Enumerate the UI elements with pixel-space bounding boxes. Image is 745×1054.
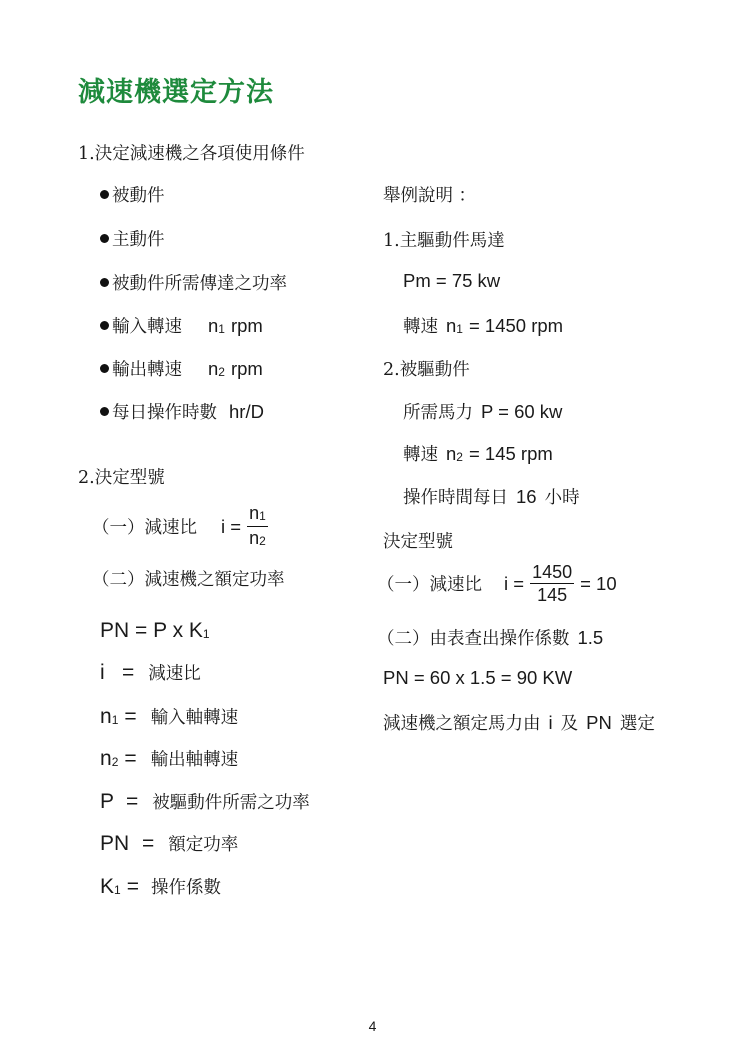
def-symbol: P xyxy=(100,789,115,813)
section-2-text: 2.決定型號 xyxy=(78,468,165,488)
rated-power-heading xyxy=(92,566,285,591)
bullet-text: 主動件 xyxy=(112,230,165,250)
bullet-text: 輸入轉速 xyxy=(112,317,182,337)
page-title: 減速機選定方法 xyxy=(78,77,274,108)
conclusion xyxy=(383,710,655,735)
motor-power xyxy=(403,270,500,292)
def-equals: = xyxy=(122,660,135,684)
def-description: 減速比 xyxy=(148,664,201,684)
driven-heading xyxy=(383,356,470,381)
drive-title: 1.主驅動件馬達 xyxy=(383,231,505,251)
rated-power-label: （二）減速機之額定功率 xyxy=(92,570,285,590)
def-subscript: 1 xyxy=(114,882,121,897)
example-ratio-fraction xyxy=(530,562,574,605)
definition-row xyxy=(100,874,221,899)
motor-power-value: Pm = 75 kw xyxy=(403,270,501,291)
section-1-text: 1.決定減速機之各項使用條件 xyxy=(78,144,305,164)
factor-value: 1.5 xyxy=(577,626,604,648)
input-speed xyxy=(403,313,563,338)
required-power xyxy=(403,399,562,424)
def-description: 被驅動件所需之功率 xyxy=(152,793,310,813)
def-symbol: K xyxy=(100,874,115,898)
def-description: 額定功率 xyxy=(168,835,239,855)
numerator-var: n xyxy=(249,503,260,523)
bullet-dot-icon xyxy=(100,278,109,287)
definition-row xyxy=(100,704,238,729)
speed2-sub: 2 xyxy=(456,449,463,464)
speed-sub: 1 xyxy=(456,321,463,336)
bullet-dot-icon xyxy=(100,364,109,373)
bullet-dot-icon xyxy=(100,321,109,330)
def-equals: = xyxy=(142,831,155,855)
def-description: 輸入軸轉速 xyxy=(150,708,239,728)
decide-model-heading xyxy=(383,528,453,553)
ratio-formula xyxy=(92,503,268,550)
bullet-item xyxy=(100,226,165,251)
def-symbol: PN xyxy=(100,831,130,855)
hours-unit: 小時 xyxy=(544,488,580,508)
drive-heading xyxy=(383,227,505,252)
var-subscript: 1 xyxy=(218,321,225,336)
speed2-var: n xyxy=(446,442,457,464)
example-ratio-label: （一）減速比 xyxy=(377,575,482,595)
bullet-text: 被動件 xyxy=(112,186,165,206)
bullet-item xyxy=(100,356,263,381)
ratio-label: （一）減速比 xyxy=(92,518,197,538)
operating-hours xyxy=(403,484,580,509)
power-value: P = 60 kw xyxy=(481,400,563,422)
def-description: 操作係數 xyxy=(150,878,221,898)
numerator-sub: 1 xyxy=(259,509,266,523)
def-symbol: i xyxy=(100,660,105,684)
definition-row xyxy=(100,831,238,856)
speed-value: = 1450 rpm xyxy=(468,314,564,336)
bullet-item xyxy=(100,399,264,424)
bullet-text: 輸出轉速 xyxy=(112,360,182,380)
speed2-value: = 145 rpm xyxy=(468,442,553,464)
hours-value: 16 xyxy=(516,485,537,507)
unit-text: rpm xyxy=(230,357,263,379)
ratio-fraction xyxy=(247,503,268,550)
pn-calculation-text: PN = 60 x 1.5 = 90 KW xyxy=(383,667,573,688)
example-numerator: 1450 xyxy=(532,562,573,582)
example-denominator: 145 xyxy=(537,585,568,605)
var-subscript: 2 xyxy=(218,364,225,379)
ratio-lhs: i = xyxy=(221,515,242,537)
speed-label: 轉速 xyxy=(403,317,438,337)
pn-formula xyxy=(100,619,216,643)
definition-row xyxy=(100,789,310,814)
def-symbol: n xyxy=(100,746,112,770)
driven-title: 2.被驅動件 xyxy=(383,360,470,380)
speed2-label: 轉速 xyxy=(403,445,438,465)
fraction-denominator xyxy=(249,527,266,550)
decide-model-text: 決定型號 xyxy=(383,532,453,552)
bullet-text: 被動件所需傳達之功率 xyxy=(112,274,287,294)
example-heading xyxy=(383,182,476,207)
unit-text: hr/D xyxy=(229,400,264,422)
conclusion-text-c: 選定 xyxy=(619,714,655,734)
def-equals: = xyxy=(124,704,137,728)
def-equals: = xyxy=(124,746,137,770)
bullet-text: 每日操作時數 xyxy=(112,403,217,423)
example-ratio-formula xyxy=(377,562,617,605)
operating-factor xyxy=(377,625,603,650)
conclusion-pn: PN xyxy=(586,711,612,733)
var-symbol: n xyxy=(208,314,219,336)
bullet-dot-icon xyxy=(100,190,109,199)
unit-text: rpm xyxy=(230,314,263,336)
denominator-var: n xyxy=(249,528,260,548)
def-equals: = xyxy=(126,789,139,813)
example-ratio-result: = 10 xyxy=(580,572,617,594)
conclusion-text-b: 及 xyxy=(560,714,579,734)
conclusion-i: i xyxy=(548,711,553,733)
fraction-numerator xyxy=(247,503,268,527)
pn-formula-text: PN = P x K xyxy=(100,619,203,642)
speed-var: n xyxy=(446,314,457,336)
bullet-item xyxy=(100,313,263,338)
pn-formula-sub: 1 xyxy=(202,627,210,641)
example-ratio-lhs: i = xyxy=(504,572,525,594)
definition-row xyxy=(100,660,201,685)
page-number: 4 xyxy=(368,1018,377,1034)
example-title: 舉例說明 ： xyxy=(383,186,477,206)
var-symbol: n xyxy=(208,357,219,379)
bullet-item xyxy=(100,182,165,207)
def-description: 輸出軸轉速 xyxy=(150,750,239,770)
section-2-heading xyxy=(78,464,165,489)
denominator-sub: 2 xyxy=(259,534,266,548)
bullet-dot-icon xyxy=(100,234,109,243)
def-symbol: n xyxy=(100,704,112,728)
pn-calculation xyxy=(383,667,572,689)
def-equals: = xyxy=(126,874,139,898)
definition-row xyxy=(100,746,238,771)
conclusion-text-a: 減速機之額定馬力由 xyxy=(383,714,541,734)
def-subscript: 1 xyxy=(111,712,119,727)
bullet-dot-icon xyxy=(100,407,109,416)
bullet-item xyxy=(100,270,287,295)
power-label: 所需馬力 xyxy=(403,403,473,423)
output-speed xyxy=(403,441,553,466)
def-subscript: 2 xyxy=(111,754,119,769)
hours-label: 操作時間每日 xyxy=(403,488,508,508)
section-1-heading xyxy=(78,140,305,165)
factor-label: （二）由表查出操作係數 xyxy=(377,629,570,649)
